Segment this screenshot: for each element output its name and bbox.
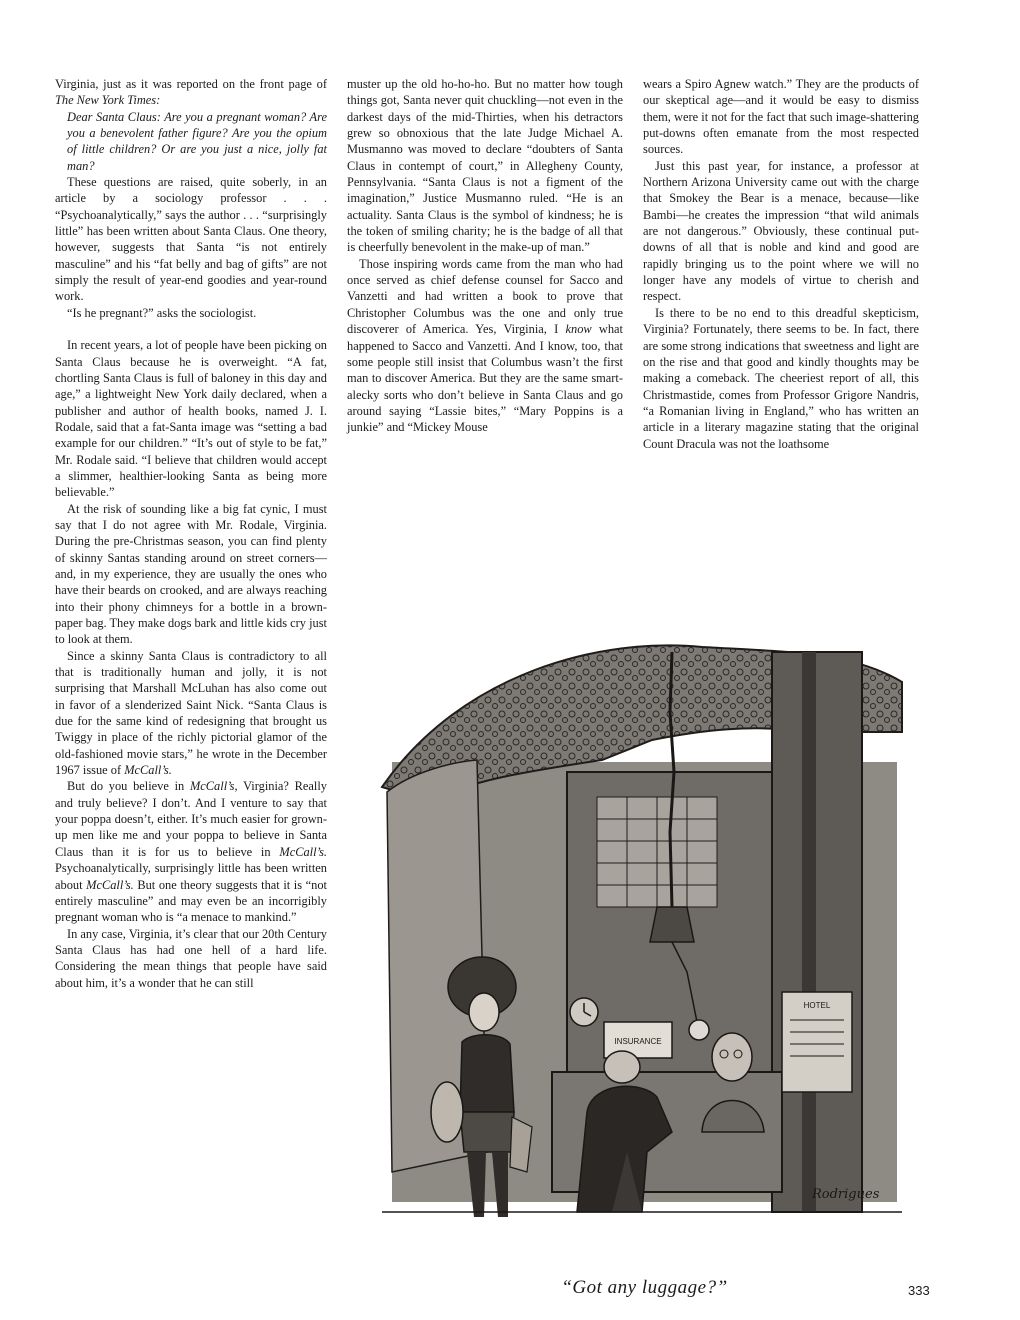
paragraph: muster up the old ho-ho-ho. But no matter how tough things got, Santa never quit chuckling—not even in the darkest days of the mid-Thirties, when his detractors grew so obnoxious that the late Judge Michael A. Musmanno was moved to declare “doubters of Santa Claus in contempt of court,” in Allegheny County, Pennsylvania. “Santa Claus is not a figment of the imagination,” Justice Musmanno ruled. “He is an actuality. Santa Claus is the symbol of kindness; he is the token of smiling charity; he is the badge of all that is cheerfully benevolent in the make-up of man.” [347, 77, 623, 255]
paragraph: In recent years, a lot of people have been picking on Santa Claus because he is overweight. “A fat, chortling Santa Claus is full of baloney in this day and age,” a lightweight New York daily declared, when a publisher and author of health books, named J. I. Rodale, said that a fat-Santa image was “setting a bad example for our children.” “It’s out of style to be fat,” Mr. Rodale said. “I believe that children would accept a slimmer, healthier-looking Santa as being more believable.” [55, 338, 327, 500]
paragraph: These questions are raised, quite soberly, in an article by a sociology professor . . . “Psychoanalytically,” says the author . . . “surprisingly little” has been written about Santa Claus. One theory, however, suggests that Santa “is not entirely masculine” and his “fat belly and bag of gifts” are not simply the result of year-end goodies and year-round work. [55, 175, 327, 304]
cartoon-illustration [372, 612, 917, 1228]
page-number: 333 [908, 1283, 930, 1298]
mail-slots [597, 797, 717, 907]
light-bulb [689, 1020, 709, 1040]
paragraph: In any case, Virginia, it’s clear that our 20th Century Santa Claus has had one hell of a hard life. Considering the mean things that people have said about him, it’s a wonder that he can still [55, 926, 327, 990]
paragraph: Virginia, just as it was reported on the front page of The New York Times: [55, 77, 327, 108]
lobby-column [772, 652, 862, 1212]
article-column-1 [55, 76, 327, 991]
paragraph: Just this past year, for instance, a professor at Northern Arizona University came out with the charge that Smokey the Bear is a menace, because—like Bambi—he creates the impression “that wild animals are not dangerous.” Obviously, these continual put-downs of all that is noble and kind and good are rapidly bringing us to the point where we will no longer have any models of virtue to cherish and respect. [643, 158, 919, 304]
paragraph: Since a skinny Santa Claus is contradictory to all that is traditionally human and jolly, it is not surprising that Marshall McLuhan has also come out in favor of a slenderized Saint Nick. “Santa Claus is due for the same kind of redesigning that brought us Twiggy in place of the richly pictorial glamor of the old-fashioned movie stars,” he wrote in the December 1967 issue of McCall’s. [55, 648, 327, 778]
insurance-sign-text: INSURANCE [614, 1037, 662, 1046]
quoted-letter: Dear Santa Claus: Are you a pregnant woman? Are you a benevolent father figure? Are you the opium of little children? Or are you just a nice, jolly fat man? [67, 109, 327, 173]
cartoon-drawing [372, 612, 917, 1228]
artist-signature: Rodrigues [812, 1187, 880, 1202]
article-column-2 [347, 76, 623, 436]
paragraph: wears a Spiro Agnew watch.” They are the products of our skeptical age—and it would be easy to dismiss them, were it not for the fact that such image-shattering put-downs often emanate from the most respected sources. [643, 77, 919, 157]
hanging-lamp [650, 907, 694, 942]
notice-board-text: HOTEL [803, 1001, 831, 1010]
paragraph: At the risk of sounding like a big fat cynic, I must say that I do not agree with Mr. Rodale, Virginia. During the pre-Christmas season, you can find plenty of skinny Santas standing around on street corners—and, in my experience, they are usually the ones who have their beards on crooked, and are always reaching into their phony chimneys for a bottle in a brown-paper bag. They make dogs bark and little kids cry just to look at them. [55, 501, 327, 647]
paragraph: Those inspiring words came from the man who had once served as chief defense counsel for Sacco and Vanzetti and had written a book to prove that Christopher Columbus was the one and only true discoverer of America. Yes, Virginia, I know what happened to Sacco and Vanzetti. And I know, too, that some people still insist that Columbus wasn’t the first man to discover America. But they are the same smart-alecky sorts who don’t believe in Santa Claus and go around saying “Lassie bites,” “Mary Poppins is a junkie” and “Mickey Mouse [347, 256, 623, 435]
paragraph: But do you believe in McCall’s, Virginia? Really and truly believe? I don’t. And I venture to say that your poppa doesn’t, either. It’s much easier for grown-up men like me and your poppa to believe in Santa Claus than it is for us to believe in McCall’s. Psychoanalytically, surprisingly little has been written about McCall’s. But one theory suggests that it is “not entirely masculine” and may even be an incorrigibly pregnant woman who is “a menace to mankind.” [55, 779, 328, 925]
paragraph: “Is he pregnant?” asks the sociologist. [67, 305, 257, 320]
article-column-3 [643, 76, 919, 452]
column-shadow [802, 652, 816, 1212]
cartoon-caption: “Got any luggage?” [561, 1277, 728, 1298]
paragraph: Is there to be no end to this dreadful skepticism, Virginia? Fortunately, there seems to be. In fact, there are some strong indications that sweetness and light are on the rise and that good and kindly thoughts may be making a comeback. The cheeriest report of all, this Christmastide, comes from Professor Grigore Nandris, “a Romanian living in England,” who has written an article in a literary magazine stating that the original Count Dracula was not the loathsome [643, 305, 919, 451]
